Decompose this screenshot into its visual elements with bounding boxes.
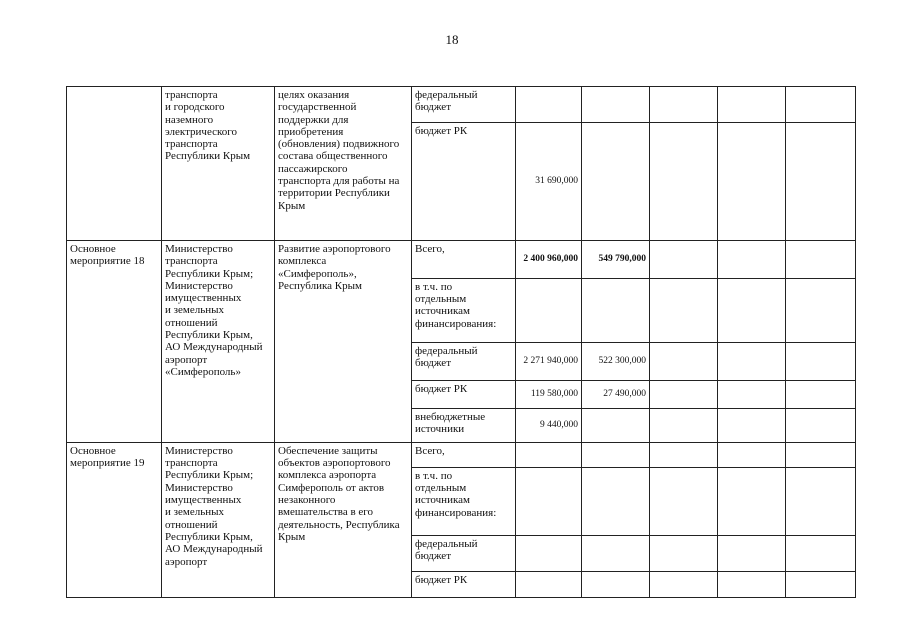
value-cell xyxy=(582,535,650,571)
value-cell: 2 400 960,000 xyxy=(516,241,582,279)
description-cell: Обеспечение защиты объектов аэропортового комплекса аэропорта Симферополь от актов незаконного вмешательства в его деятельность, Республика Крым xyxy=(275,442,412,597)
value-cell: 9 440,000 xyxy=(516,408,582,442)
value-cell xyxy=(582,87,650,123)
value-cell xyxy=(786,241,856,279)
event-cell: Основное мероприятие 18 xyxy=(67,241,162,443)
value-cell xyxy=(516,87,582,123)
value-cell xyxy=(650,408,718,442)
value-cell xyxy=(516,442,582,467)
value-cell xyxy=(718,467,786,535)
source-cell: внебюджетные источники xyxy=(412,408,516,442)
executor-cell: Министерство транспорта Республики Крым; Министерство имущественных и земельных отношений Республики Крым, АО Международный аэропорт xyxy=(162,442,275,597)
value-cell xyxy=(718,342,786,380)
value-cell xyxy=(718,87,786,123)
executor-cell: транспорта и городского наземного электрического транспорта Республики Крым xyxy=(162,87,275,241)
value-cell xyxy=(786,342,856,380)
value-cell xyxy=(650,278,718,342)
source-cell: федеральный бюджет xyxy=(412,87,516,123)
value-cell xyxy=(650,535,718,571)
value-cell xyxy=(718,380,786,408)
value-cell xyxy=(516,467,582,535)
value-cell xyxy=(650,380,718,408)
value-cell xyxy=(582,278,650,342)
source-cell: Всего, xyxy=(412,241,516,279)
value-cell xyxy=(650,442,718,467)
value-cell xyxy=(650,87,718,123)
event-cell xyxy=(67,87,162,241)
value-cell xyxy=(786,278,856,342)
value-cell xyxy=(516,571,582,597)
financing-table xyxy=(66,86,856,598)
value-cell xyxy=(516,278,582,342)
table-row xyxy=(67,442,856,467)
table-row xyxy=(67,87,856,123)
value-cell xyxy=(718,408,786,442)
value-cell xyxy=(786,408,856,442)
value-cell xyxy=(786,442,856,467)
description-cell: Развитие аэропортового комплекса «Симферополь», Республика Крым xyxy=(275,241,412,443)
source-cell: бюджет РК xyxy=(412,123,516,241)
value-cell xyxy=(582,467,650,535)
value-cell xyxy=(718,123,786,241)
value-cell xyxy=(718,241,786,279)
value-cell xyxy=(718,535,786,571)
value-cell xyxy=(786,571,856,597)
source-cell: федеральный бюджет xyxy=(412,342,516,380)
executor-cell: Министерство транспорта Республики Крым; Министерство имущественных и земельных отношений Республики Крым, АО Международный аэропорт «Симферополь» xyxy=(162,241,275,443)
value-cell xyxy=(786,467,856,535)
source-cell: в т.ч. по отдельным источникам финансирования: xyxy=(412,278,516,342)
table-row xyxy=(67,241,856,279)
event-cell: Основное мероприятие 19 xyxy=(67,442,162,597)
description-cell: целях оказания государственной поддержки для приобретения (обновления) подвижного состава общественного пассажирского транспорта для работы на территории Республики Крым xyxy=(275,87,412,241)
value-cell: 2 271 940,000 xyxy=(516,342,582,380)
page-number: 18 xyxy=(445,32,459,47)
value-cell xyxy=(582,408,650,442)
value-cell xyxy=(650,571,718,597)
value-cell xyxy=(650,467,718,535)
value-cell xyxy=(786,123,856,241)
source-cell: Всего, xyxy=(412,442,516,467)
value-cell: 31 690,000 xyxy=(516,123,582,241)
value-cell xyxy=(582,442,650,467)
value-cell xyxy=(582,123,650,241)
table-body xyxy=(67,87,856,598)
value-cell xyxy=(582,571,650,597)
source-cell: бюджет РК xyxy=(412,380,516,408)
value-cell xyxy=(786,380,856,408)
source-cell: федеральный бюджет xyxy=(412,535,516,571)
value-cell: 27 490,000 xyxy=(582,380,650,408)
value-cell xyxy=(718,442,786,467)
value-cell: 549 790,000 xyxy=(582,241,650,279)
value-cell xyxy=(516,535,582,571)
value-cell xyxy=(786,535,856,571)
value-cell xyxy=(650,241,718,279)
value-cell xyxy=(718,571,786,597)
value-cell xyxy=(786,87,856,123)
value-cell xyxy=(650,342,718,380)
source-cell: бюджет РК xyxy=(412,571,516,597)
value-cell: 522 300,000 xyxy=(582,342,650,380)
value-cell xyxy=(718,278,786,342)
value-cell xyxy=(650,123,718,241)
value-cell: 119 580,000 xyxy=(516,380,582,408)
source-cell: в т.ч. по отдельным источникам финансирования: xyxy=(412,467,516,535)
